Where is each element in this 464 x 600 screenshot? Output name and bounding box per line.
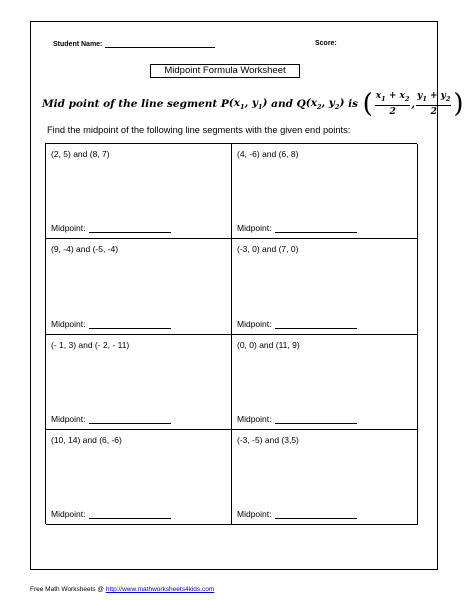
midpoint-answer-row [51, 509, 171, 519]
footer [30, 586, 214, 593]
midpoint-label: Midpoint: [51, 509, 86, 519]
formula-comma: , [411, 98, 416, 110]
problem-text: (- 1, 3) and (- 2, - 11) [51, 339, 130, 350]
problem-text: (9, -4) and (-5, -4) [51, 244, 119, 255]
formula-and: and [271, 98, 293, 110]
problem-text: (0, 0) and (11, 9) [237, 339, 300, 350]
student-name-blank [105, 40, 215, 48]
midpoint-answer-row [51, 414, 171, 424]
midpoint-formula [42, 88, 464, 120]
footer-text: Free Math Worksheets @ [30, 586, 105, 593]
problem-text: (4, -6) and (6, 8) [237, 149, 299, 159]
midpoint-label: Midpoint: [51, 413, 86, 424]
midpoint-answer-row [237, 509, 357, 519]
answer-blank [89, 510, 171, 519]
formula-is: is [348, 98, 358, 110]
worksheet-title [150, 64, 300, 78]
answer-blank [89, 224, 171, 233]
student-name-label: Student Name: [53, 41, 103, 48]
score-row [315, 40, 337, 47]
answer-blank [275, 224, 357, 233]
midpoint-answer-row [51, 319, 171, 329]
midpoint-answer-row [51, 223, 171, 233]
formula-x-fraction: $\frac{x_1 + x_2}{2}$ [375, 91, 410, 117]
midpoint-answer-row [237, 319, 357, 329]
problem-cell-3 [46, 239, 232, 334]
problem-text: (-3, 0) and (7, 0) [237, 244, 299, 255]
answer-blank [89, 415, 171, 424]
midpoint-label: Midpoint: [237, 318, 272, 329]
problem-cell-4 [232, 239, 418, 334]
problem-cell-1 [46, 144, 232, 239]
student-name-row [53, 40, 353, 48]
problem-text: (-3, -5) and (3,5) [237, 434, 299, 445]
instructions: Find the midpoint of the following line segments with the given end points: [47, 125, 351, 135]
score-label: Score: [315, 40, 337, 47]
problem-cell-7 [46, 430, 232, 525]
answer-blank [89, 320, 171, 329]
formula-p: P [220, 98, 229, 110]
formula-prefix: Mid point of the line segment [42, 98, 218, 110]
problem-text: (2, 5) and (8, 7) [51, 149, 110, 159]
midpoint-label: Midpoint: [237, 413, 272, 424]
footer-link[interactable]: http://www.mathworksheets4kids.com [105, 586, 215, 593]
formula-q: Q [296, 98, 306, 110]
formula-y-fraction: $\frac{y_1 + y_2}{2}$ [417, 91, 451, 117]
problem-text: (10, 14) and (6, -6) [51, 434, 122, 445]
midpoint-label: Midpoint: [237, 509, 272, 519]
problem-cell-6 [232, 335, 418, 430]
problem-cell-8 [232, 430, 418, 525]
midpoint-answer-row [237, 414, 357, 424]
problem-cell-5 [46, 335, 232, 430]
formula-q-coords: ($x_2$, $y_2$) [305, 96, 345, 112]
formula-close-paren: ) [453, 89, 464, 119]
answer-blank [275, 320, 357, 329]
answer-blank [275, 510, 357, 519]
midpoint-label: Midpoint: [51, 223, 86, 234]
problem-cell-2 [232, 144, 418, 239]
answer-blank [275, 415, 357, 424]
problem-grid [45, 143, 417, 524]
worksheet-title-text: Midpoint Formula Worksheet [164, 65, 286, 76]
midpoint-answer-row [237, 223, 357, 233]
formula-p-coords: ($x_1$, $y_1$) [228, 96, 268, 112]
midpoint-label: Midpoint: [237, 223, 272, 234]
midpoint-label: Midpoint: [51, 318, 86, 329]
formula-open-paren: ( [362, 89, 373, 119]
